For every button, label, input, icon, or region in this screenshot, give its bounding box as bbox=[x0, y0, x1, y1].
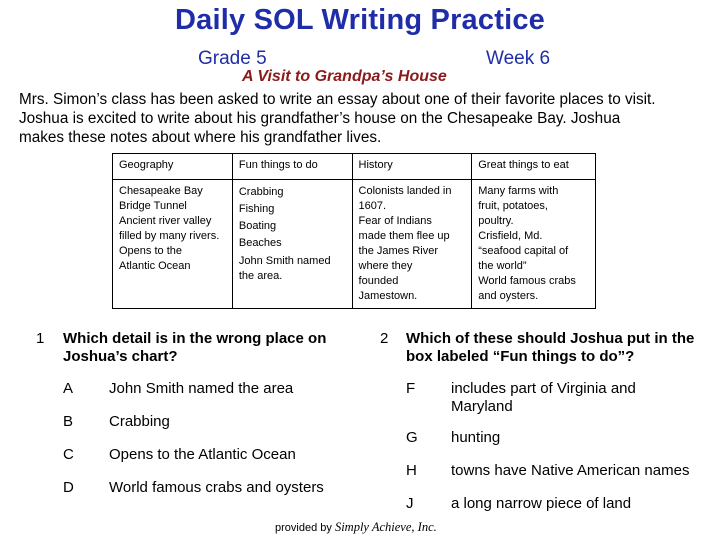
chart-line: Jamestown. bbox=[358, 290, 418, 302]
chart-line: John Smith named bbox=[238, 255, 331, 267]
question-2-number: 2 bbox=[380, 330, 389, 347]
option-text: Crabbing bbox=[109, 413, 170, 430]
brand-name: Simply Achieve, Inc. bbox=[334, 520, 437, 534]
chart-header-cell: Great things to eat bbox=[472, 154, 596, 180]
chart-line: World famous crabs bbox=[478, 275, 576, 287]
option-text: World famous crabs and oysters bbox=[109, 479, 324, 496]
intro-line: makes these notes about where his grandfather lives. bbox=[19, 129, 382, 146]
question-1-number: 1 bbox=[36, 330, 45, 347]
chart-line: fruit, potatoes, bbox=[478, 200, 548, 212]
chart-header-row bbox=[113, 154, 596, 180]
chart-line: the world” bbox=[478, 260, 527, 272]
chart-line: Ancient river valley bbox=[119, 215, 212, 227]
credit-text: provided by bbox=[275, 522, 332, 534]
chart-line: Beaches bbox=[238, 237, 282, 249]
intro-line: Mrs. Simon’s class has been asked to write an essay about one of their favorite places to visit. bbox=[19, 91, 656, 108]
chart-line: Opens to the bbox=[119, 245, 182, 257]
week-label: Week 6 bbox=[486, 48, 551, 69]
chart-line: Many farms with bbox=[478, 185, 559, 197]
chart-line: the area. bbox=[238, 270, 283, 282]
question-line: Which detail is in the wrong place on bbox=[63, 330, 327, 347]
option-letter: A bbox=[63, 380, 74, 397]
chart-cell-geography bbox=[113, 180, 233, 309]
chart-line: “seafood capital of bbox=[478, 245, 569, 257]
chart-line: Crisfield, Md. bbox=[478, 230, 543, 242]
option-text: towns have Native American names bbox=[451, 462, 690, 479]
chart-line: Chesapeake Bay bbox=[119, 185, 203, 197]
option-text bbox=[451, 380, 636, 416]
question-line: Which of these should Joshua put in the bbox=[406, 330, 695, 347]
option-letter: H bbox=[406, 462, 417, 479]
question-line: Joshua’s chart? bbox=[63, 348, 178, 365]
chart-line: and oysters. bbox=[478, 290, 539, 302]
option-letter: B bbox=[63, 413, 74, 430]
option-letter: J bbox=[406, 495, 414, 512]
chart-line: Bridge Tunnel bbox=[119, 200, 187, 212]
option-letter: F bbox=[406, 380, 416, 397]
chart-line: Fear of Indians bbox=[358, 215, 432, 227]
question-line: box labeled “Fun things to do”? bbox=[406, 348, 635, 365]
chart-cell-great-things-to-eat bbox=[472, 180, 596, 309]
option-text-line: Maryland bbox=[451, 398, 513, 415]
grade-label: Grade 5 bbox=[198, 48, 267, 69]
chart-cell-fun-things bbox=[232, 180, 352, 309]
chart-cell-history bbox=[352, 180, 472, 309]
passage-title: A Visit to Grandpa’s House bbox=[242, 68, 447, 85]
option-text: hunting bbox=[451, 429, 501, 446]
chart-line: poultry. bbox=[478, 215, 514, 227]
chart-line: Atlantic Ocean bbox=[119, 260, 191, 272]
chart-line: 1607. bbox=[358, 200, 387, 212]
intro-paragraph bbox=[19, 90, 719, 147]
chart-line: Crabbing bbox=[238, 186, 284, 198]
page-title: Daily SOL Writing Practice bbox=[175, 4, 545, 36]
chart-line: Colonists landed in bbox=[358, 185, 452, 197]
chart-header-cell: History bbox=[352, 154, 472, 180]
footer-credit bbox=[275, 520, 437, 535]
option-text: Opens to the Atlantic Ocean bbox=[109, 446, 296, 463]
intro-line: Joshua is excited to write about his grandfather’s house on the Chesapeake Bay. Joshua bbox=[19, 110, 621, 127]
option-text: a long narrow piece of land bbox=[451, 495, 632, 512]
chart-header-cell: Fun things to do bbox=[232, 154, 352, 180]
chart-body-row bbox=[113, 180, 596, 309]
option-letter: C bbox=[63, 446, 74, 463]
chart-line: Boating bbox=[238, 220, 277, 232]
option-text-line: includes part of Virginia and bbox=[451, 380, 636, 397]
chart-line: founded bbox=[358, 275, 399, 287]
option-letter: D bbox=[63, 479, 74, 496]
question-1-text bbox=[63, 330, 326, 366]
chart-line: made them flee up bbox=[358, 230, 450, 242]
option-text: John Smith named the area bbox=[109, 380, 294, 397]
chart-line: the James River bbox=[358, 245, 439, 257]
chart-header-cell: Geography bbox=[113, 154, 233, 180]
chart-line: filled by many rivers. bbox=[119, 230, 220, 242]
notes-chart bbox=[112, 153, 596, 309]
question-2-text bbox=[406, 330, 694, 366]
option-letter: G bbox=[406, 429, 418, 446]
chart-line: Fishing bbox=[238, 203, 275, 215]
chart-line: where they bbox=[358, 260, 413, 272]
